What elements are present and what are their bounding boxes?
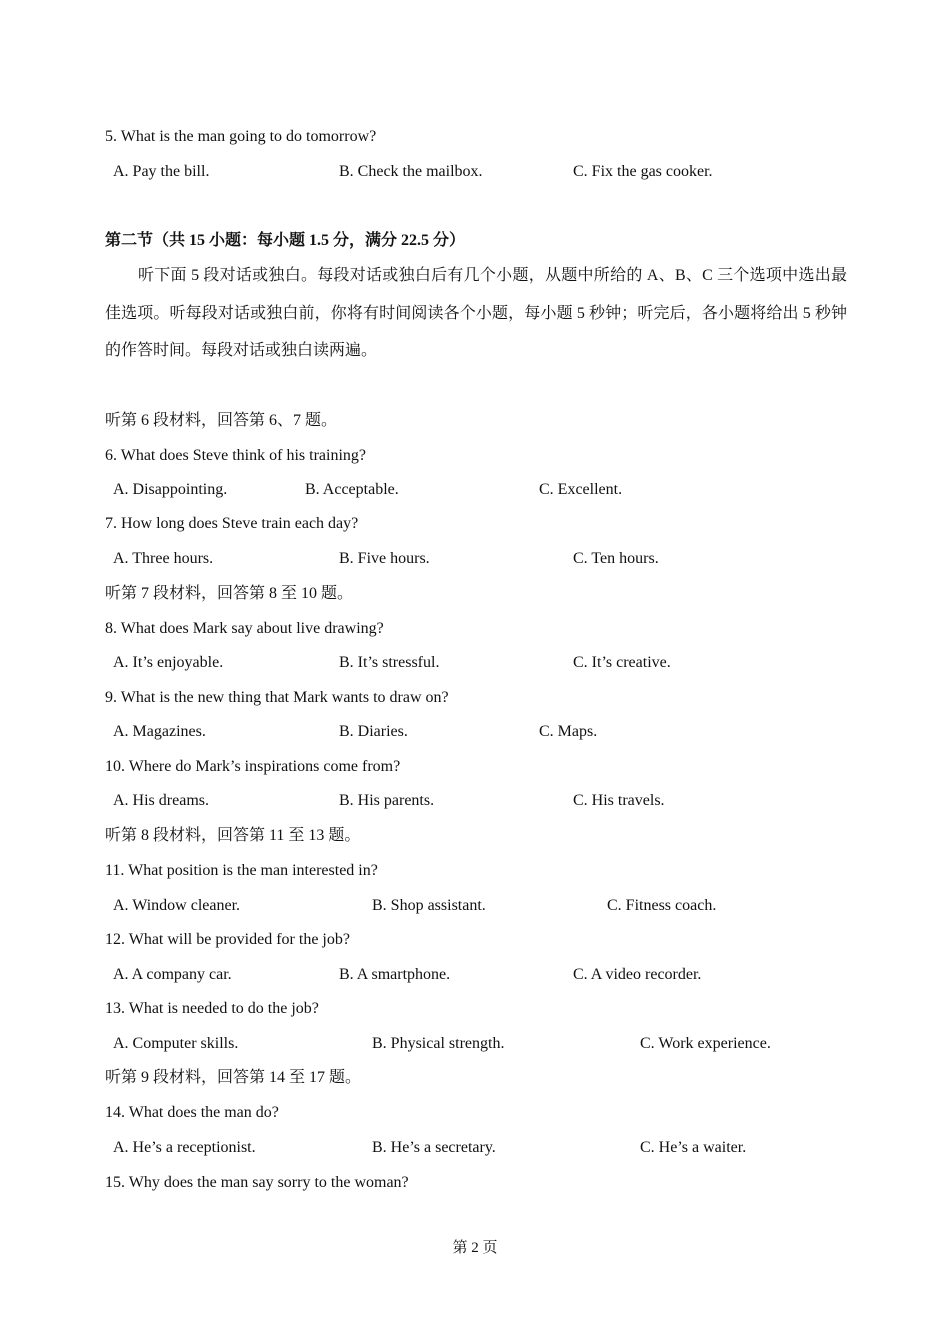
question-11: 11. What position is the man interested in?: [105, 862, 378, 879]
q9-option-a: A. Magazines.: [113, 723, 206, 740]
q5-option-c: C. Fix the gas cooker.: [573, 163, 713, 180]
q7-option-a: A. Three hours.: [113, 550, 214, 567]
q11-option-c: C. Fitness coach.: [607, 897, 717, 914]
q8-option-b: B. It’s stressful.: [339, 654, 440, 671]
material-7-instruction: 听第 7 段材料，回答第 8 至 10 题。: [105, 585, 354, 602]
q13-option-c: C. Work experience.: [640, 1035, 771, 1052]
q10-option-b: B. His parents.: [339, 792, 435, 809]
q9-option-b: B. Diaries.: [339, 723, 408, 740]
question-9: 9. What is the new thing that Mark wants to draw on?: [105, 689, 449, 706]
question-8: 8. What does Mark say about live drawing?: [105, 620, 384, 637]
question-14: 14. What does the man do?: [105, 1104, 279, 1121]
q7-option-b: B. Five hours.: [339, 550, 430, 567]
q13-option-a: A. Computer skills.: [113, 1035, 239, 1052]
question-10: 10. Where do Mark’s inspirations come from?: [105, 758, 401, 775]
material-9-instruction: 听第 9 段材料，回答第 14 至 17 题。: [105, 1069, 362, 1086]
question-5: 5. What is the man going to do tomorrow?: [105, 128, 377, 145]
q6-option-c: C. Excellent.: [539, 481, 623, 498]
q8-option-c: C. It’s creative.: [573, 654, 671, 671]
q6-option-a: A. Disappointing.: [113, 481, 228, 498]
q5-option-b: B. Check the mailbox.: [339, 163, 483, 180]
page-number: 第 2 页: [452, 1240, 498, 1256]
q14-option-c: C. He’s a waiter.: [640, 1139, 747, 1156]
question-6: 6. What does Steve think of his training?: [105, 447, 366, 464]
q14-option-a: A. He’s a receptionist.: [113, 1139, 256, 1156]
q8-option-a: A. It’s enjoyable.: [113, 654, 224, 671]
material-6-instruction: 听第 6 段材料，回答第 6、7 题。: [105, 412, 338, 429]
q5-option-a: A. Pay the bill.: [113, 163, 210, 180]
q12-option-b: B. A smartphone.: [339, 966, 451, 983]
question-13: 13. What is needed to do the job?: [105, 1000, 319, 1017]
q11-option-a: A. Window cleaner.: [113, 897, 241, 914]
question-12: 12. What will be provided for the job?: [105, 931, 350, 948]
question-15: 15. Why does the man say sorry to the woman?: [105, 1174, 409, 1191]
q11-option-b: B. Shop assistant.: [372, 897, 486, 914]
q10-option-a: A. His dreams.: [113, 792, 209, 809]
q9-option-c: C. Maps.: [539, 723, 598, 740]
material-8-instruction: 听第 8 段材料，回答第 11 至 13 题。: [105, 827, 361, 844]
q12-option-c: C. A video recorder.: [573, 966, 702, 983]
q7-option-c: C. Ten hours.: [573, 550, 659, 567]
question-7: 7. How long does Steve train each day?: [105, 515, 359, 532]
q13-option-b: B. Physical strength.: [372, 1035, 505, 1052]
q10-option-c: C. His travels.: [573, 792, 665, 809]
q12-option-a: A. A company car.: [113, 966, 232, 983]
section-instructions: 听下面 5 段对话或独白。每段对话或独白后有几个小题，从题中所给的 A、B、C 三个选项中选出最佳选项。听每段对话或独白前，你将有时间阅读各个小题，每小题 5 秒钟；听完后，各小题将给出 5 秒钟的作答时间。每段对话或独白读两遍。: [105, 267, 847, 359]
q6-option-b: B. Acceptable.: [305, 481, 399, 498]
section-heading: 第二节（共 15 小题：每小题 1.5 分，满分 22.5 分）: [105, 232, 466, 249]
q14-option-b: B. He’s a secretary.: [372, 1139, 496, 1156]
